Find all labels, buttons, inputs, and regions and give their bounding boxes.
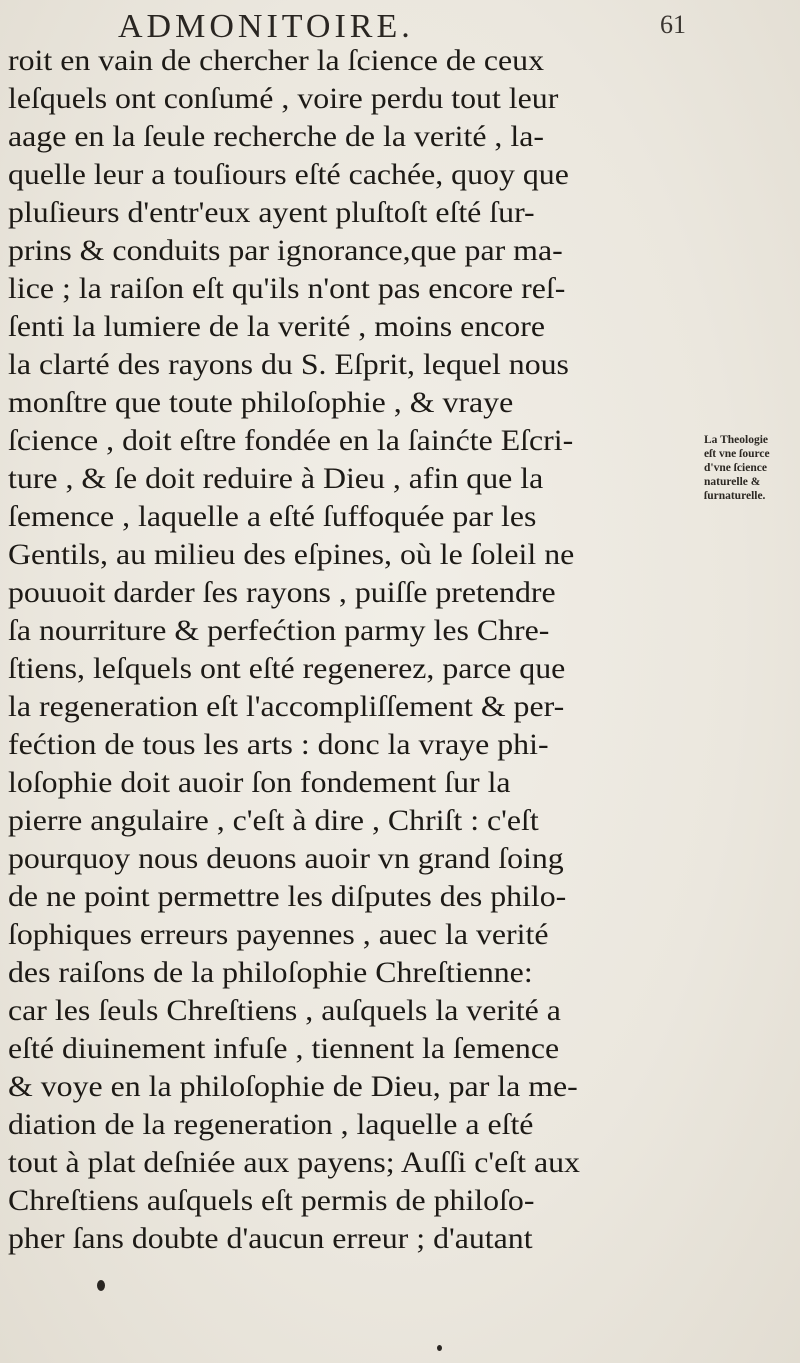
text-line: ſemence , laquelle a eſté ſuffoquée par les	[8, 501, 537, 533]
text-line: quelle leur a touſiours eſté cachée, quoy que	[8, 159, 569, 191]
margin-note	[704, 433, 800, 503]
text-line: pierre angulaire , c'eſt à dire , Chriſt : c'eſt	[8, 805, 539, 837]
text-line: ſenti la lumiere de la verité , moins encore	[8, 311, 545, 343]
text-line: roit en vain de chercher la ſcience de ceux	[8, 45, 545, 77]
text-line: ſtiens, leſquels ont eſté regenerez, parce que	[8, 653, 566, 685]
page-header	[0, 8, 800, 48]
text-line: ſa nourriture & perfećtion parmy les Chre-	[8, 615, 550, 647]
text-line: loſophie doit auoir ſon fondement ſur la	[8, 767, 511, 799]
running-title: ADMONITOIRE.	[118, 8, 414, 45]
text-line: car les ſeuls Chreſtiens , auſquels la verité a	[8, 995, 561, 1027]
text-line: de ne point permettre les diſputes des philo-	[8, 881, 567, 913]
text-line: pher ſans doubte d'aucun erreur ; d'autant	[8, 1223, 533, 1255]
text-line: monſtre que toute philoſophie , & vraye	[8, 387, 514, 419]
text-line: ſcience , doit eſtre fondée en la ſainćte Eſcri-	[8, 425, 574, 457]
text-line: fećtion de tous les arts : donc la vraye phi-	[8, 729, 549, 761]
text-line: ſophiques erreurs payennes , auec la verité	[8, 919, 549, 951]
margin-note-line: naturelle &	[704, 476, 761, 488]
text-line: pouuoit darder ſes rayons , puiſſe pretendre	[8, 577, 556, 609]
text-line: la clarté des rayons du S. Eſprit, lequel nous	[8, 349, 569, 381]
margin-note-line: eſt vne ſource	[704, 448, 770, 460]
text-line: des raiſons de la philoſophie Chreſtienne:	[8, 957, 533, 989]
text-line: lice ; la raiſon eſt qu'ils n'ont pas encore reſ-	[8, 273, 566, 305]
text-line: prins & conduits par ignorance,que par ma-	[8, 235, 563, 267]
margin-note-line: La Theologie	[704, 434, 769, 446]
page-number: 61	[660, 10, 686, 39]
text-line: ture , & ſe doit reduire à Dieu , afin que la	[8, 463, 544, 495]
text-line: eſté diuinement infuſe , tiennent la ſemence	[8, 1033, 560, 1065]
text-line: leſquels ont conſumé , voire perdu tout leur	[8, 83, 559, 115]
margin-note-line: ſurnaturelle.	[704, 490, 766, 502]
text-line: tout à plat deſniée aux payens; Auſſi c'eſt aux	[8, 1147, 580, 1179]
margin-note-line: d'vne ſcience	[704, 462, 767, 474]
text-line: aage en la ſeule recherche de la verité , la-	[8, 121, 544, 153]
text-line: Gentils, au milieu des eſpines, où le ſoleil ne	[8, 539, 575, 571]
text-line: la regeneration eſt l'accompliſſement & per-	[8, 691, 565, 723]
text-line: & voye en la philoſophie de Dieu, par la me-	[8, 1071, 578, 1103]
text-line: pluſieurs d'entr'eux ayent pluſtoſt eſté ſur-	[8, 197, 535, 229]
text-line: pourquoy nous deuons auoir vn grand ſoing	[8, 843, 564, 875]
ink-spot	[97, 1280, 105, 1291]
text-line: Chreſtiens auſquels eſt permis de philoſo-	[8, 1185, 535, 1217]
ink-spot	[437, 1345, 442, 1351]
text-line: diation de la regeneration , laquelle a eſté	[8, 1109, 534, 1141]
